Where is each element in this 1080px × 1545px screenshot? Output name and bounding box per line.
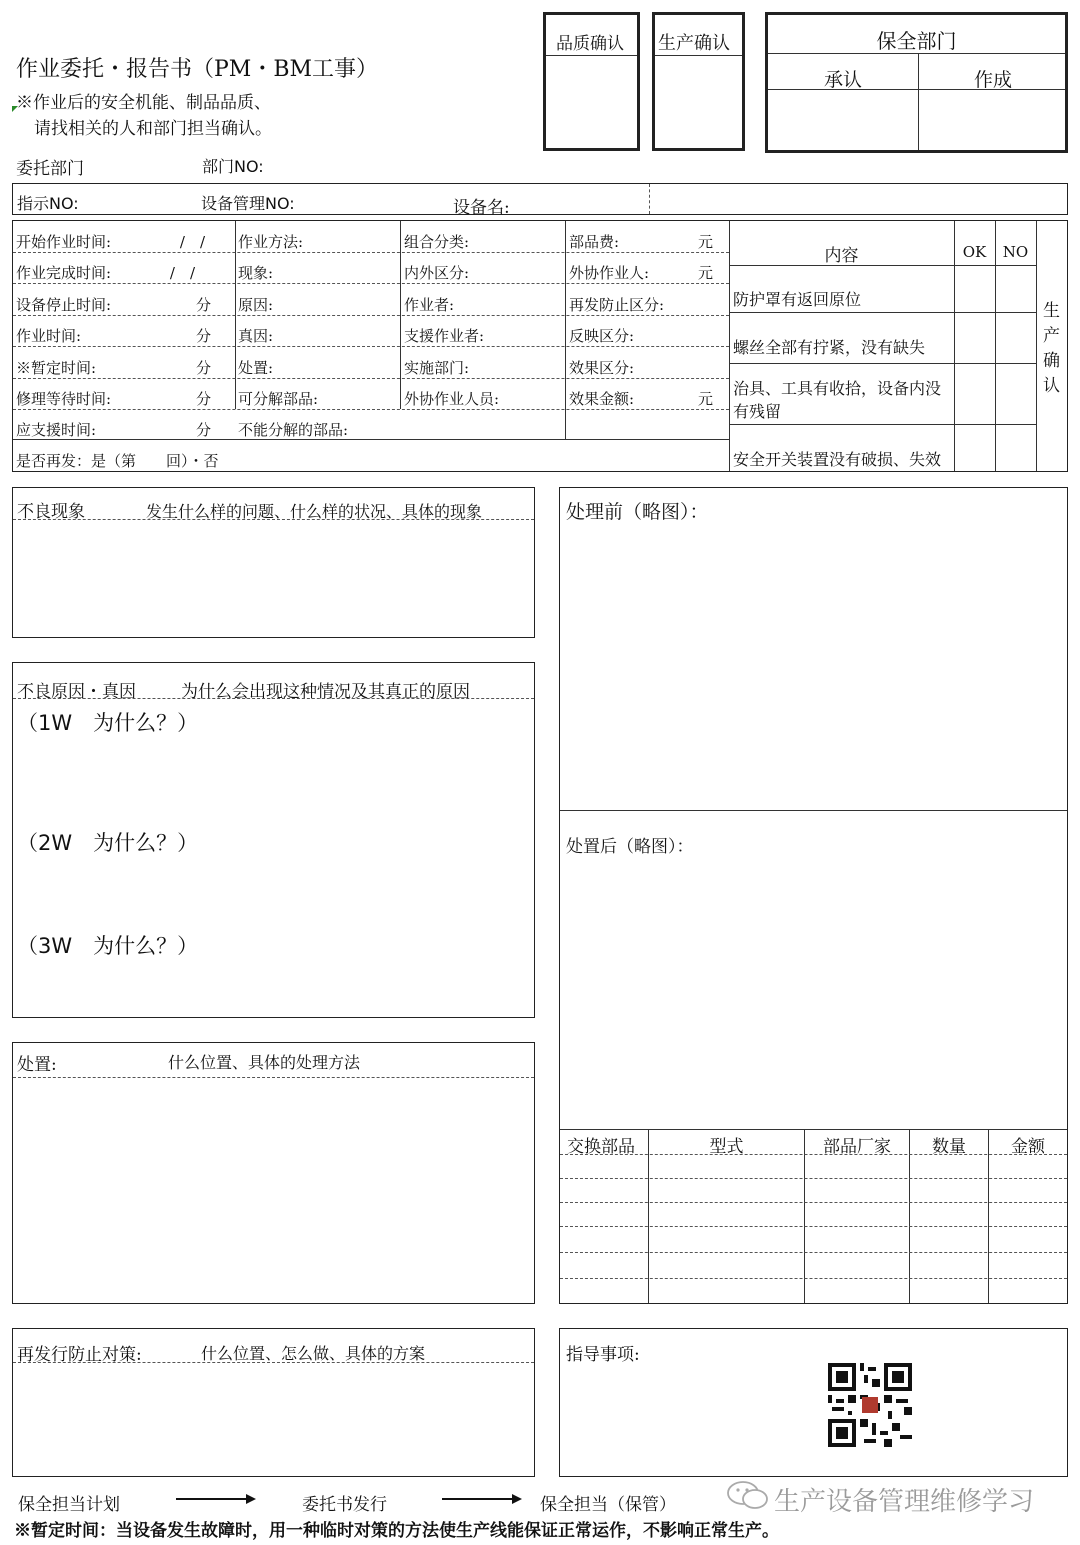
header-note-1: ※作业后的安全机能、制品品质、 [16,93,271,113]
outsource-unit: 元 [697,264,713,282]
support-time-unit: 分 [195,421,211,439]
page-title: 作业委托・报告书（PM・BM工事） [16,57,379,82]
non-disassemblable-parts-label: 不能分解的部品: [238,421,349,439]
cause-3w: （3W 为什么？） [17,934,199,958]
defect-label: 不良现象 [17,502,85,522]
watermark-text: 生产设备管理维修学习 [774,1487,1035,1517]
start-time-unit: / / [179,233,205,251]
parts-header-amount: 金额 [1011,1137,1045,1157]
checklist-no-header: NO [1002,243,1029,261]
request-dept-label: 委托部门 [16,159,84,179]
divider [13,439,729,440]
divider [729,424,1036,425]
work-time-label: 作业时间: [16,327,82,345]
instruction-no-label: 指示NO: [17,194,79,213]
parts-header-part: 交换部品 [567,1137,635,1157]
table-row[interactable] [560,1252,1067,1253]
worker-label: 作业者: [404,296,455,314]
work-method-label: 作业方法: [238,233,304,251]
table-row[interactable] [560,1278,1067,1279]
divider [565,221,566,439]
stop-time-label: 设备停止时间: [16,296,112,314]
defect-hint: 发生什么样的问题、什么样的状况、具体的现象 [146,502,483,521]
header-note-2: 请找相关的人和部门担当确认。 [34,119,272,139]
divider [13,1077,534,1078]
dept-no-label: 部门NO: [202,157,264,176]
prevention-label: 再发行防止对策: [17,1345,142,1365]
divider [560,1129,1067,1130]
support-worker-label: 支援作业者: [404,327,485,345]
reflect-class-label: 反映区分: [569,327,635,345]
checklist-item-2: 螺丝全部有拧紧，没有缺失 [733,338,926,357]
equipment-name-label: 设备名: [453,198,510,218]
disassemblable-parts-label: 可分解部品: [238,390,319,408]
equipment-no-label: 设备管理NO: [201,194,295,213]
checklist-ok-header: OK [962,243,987,261]
wechat-icon [726,1480,770,1510]
approve-label: 承认 [823,69,862,91]
start-time-label: 开始作业时间: [16,233,112,251]
outsource-staff-label: 外协作业人员: [404,390,500,408]
divider [648,1129,649,1303]
true-cause-label: 真因: [238,327,274,345]
temp-time-unit: 分 [195,359,211,377]
divider [1036,221,1037,471]
cause-1w: （1W 为什么？） [17,711,199,735]
repair-wait-unit: 分 [195,390,211,408]
temp-time-label: ※暂定时间: [16,359,97,377]
table-row[interactable] [560,1178,1067,1179]
checklist-item-3: 治具、工具有收拾，设备内没有残留 [733,379,942,421]
flow-step-3: 保全担当（保管） [540,1495,676,1515]
support-time-label: 应支援时间: [16,421,97,439]
treatment-label: 处置: [238,359,274,377]
checklist-side-label: 生产确认 [1043,301,1060,396]
parts-header-model: 型式 [709,1137,744,1157]
table-row[interactable] [560,1202,1067,1203]
cause-label: 原因: [238,296,274,314]
guidance-box[interactable] [559,1328,1068,1477]
maintenance-dept-box[interactable] [765,12,1068,153]
cause-box[interactable] [12,662,535,1018]
finish-time-label: 作业完成时间: [16,264,112,282]
parts-header-maker: 部品厂家 [823,1137,891,1157]
effect-amount-unit: 元 [697,390,713,408]
divider [918,53,919,150]
checklist-content-header: 内容 [824,246,859,266]
quality-confirm-label: 品质确认 [556,34,624,54]
cause-2w: （2W 为什么？） [17,831,199,855]
flow-step-1: 保全担当计划 [18,1495,120,1515]
treatment-box[interactable] [12,1042,535,1304]
arrow-right-icon [176,1492,258,1506]
combo-class-label: 组合分类: [404,233,470,251]
prevention-box[interactable] [12,1328,535,1477]
divider [546,55,637,56]
outsource-label: 外协作业人: [569,264,650,282]
recurrence-label: 是否再发：是（第 回）・否 [16,452,219,470]
prevention-hint: 什么位置、怎么做、具体的方案 [201,1344,426,1363]
before-sketch-label[interactable]: 处理前（略图）： [566,501,709,523]
qr-code-icon[interactable] [828,1363,912,1447]
divider [649,184,650,214]
cause-hint: 为什么会出现这种情况及其真正的原因 [181,682,470,702]
checklist-item-4: 安全开关装置没有破损、失效 [733,450,942,469]
green-corner-mark [12,106,18,112]
divider [909,1129,910,1303]
divider [13,252,729,253]
parts-cost-unit: 元 [697,233,713,251]
checklist-item-1: 防护罩有返回原位 [733,290,862,309]
maintenance-dept-label: 保全部门 [876,29,957,53]
divider [768,89,1065,90]
footer-note: ※暂定时间：当设备发生故障时，用一种临时对策的方法使生产线能保证正常运作，不影响正常生产。 [14,1521,779,1541]
arrow-right-icon [442,1492,524,1506]
guidance-label: 指导事项: [566,1345,640,1365]
table-row[interactable] [560,1226,1067,1227]
divider [655,55,742,56]
create-label: 作成 [973,69,1012,91]
effect-amount-label: 效果金额: [569,390,635,408]
effect-class-label: 效果区分: [569,359,635,377]
divider [13,315,729,316]
divider [804,1129,805,1303]
after-sketch-label[interactable]: 处置后（略图）： [566,837,694,857]
divider [729,312,1036,313]
finish-time-unit: / / [169,264,195,282]
divider [13,698,534,699]
divider [729,363,1036,364]
sketch-panel [559,487,1068,1304]
divider [988,1129,989,1303]
work-time-unit: 分 [195,327,211,345]
flow-step-2: 委托书发行 [302,1495,387,1515]
treatment-hint: 什么位置、具体的处理方法 [168,1053,361,1072]
instruction-row [12,183,1068,218]
production-confirm-box[interactable] [652,12,745,151]
table-row[interactable] [560,1154,1067,1155]
parts-header-qty: 数量 [932,1137,966,1157]
divider [13,1362,534,1363]
phenomenon-label: 现象: [238,264,274,282]
repair-wait-label: 修理等待时间: [16,390,112,408]
stop-time-unit: 分 [195,296,211,314]
info-grid [12,220,1068,472]
inout-class-label: 内外区分: [404,264,470,282]
production-confirm-label: 生产确认 [658,33,730,54]
defect-box[interactable] [12,487,535,638]
quality-confirm-box[interactable] [543,12,640,151]
exec-dept-label: 实施部门: [404,359,470,377]
divider [768,53,1065,54]
divider [13,378,729,379]
cause-label: 不良原因・真因 [17,682,136,702]
recurrence-prevent-label: 再发防止区分: [569,296,665,314]
divider [13,409,729,410]
treatment-section-label: 处置: [17,1055,57,1075]
divider [13,519,534,520]
divider [560,810,1067,811]
divider [13,346,729,347]
divider [13,283,729,284]
parts-cost-label: 部品费: [569,233,620,251]
